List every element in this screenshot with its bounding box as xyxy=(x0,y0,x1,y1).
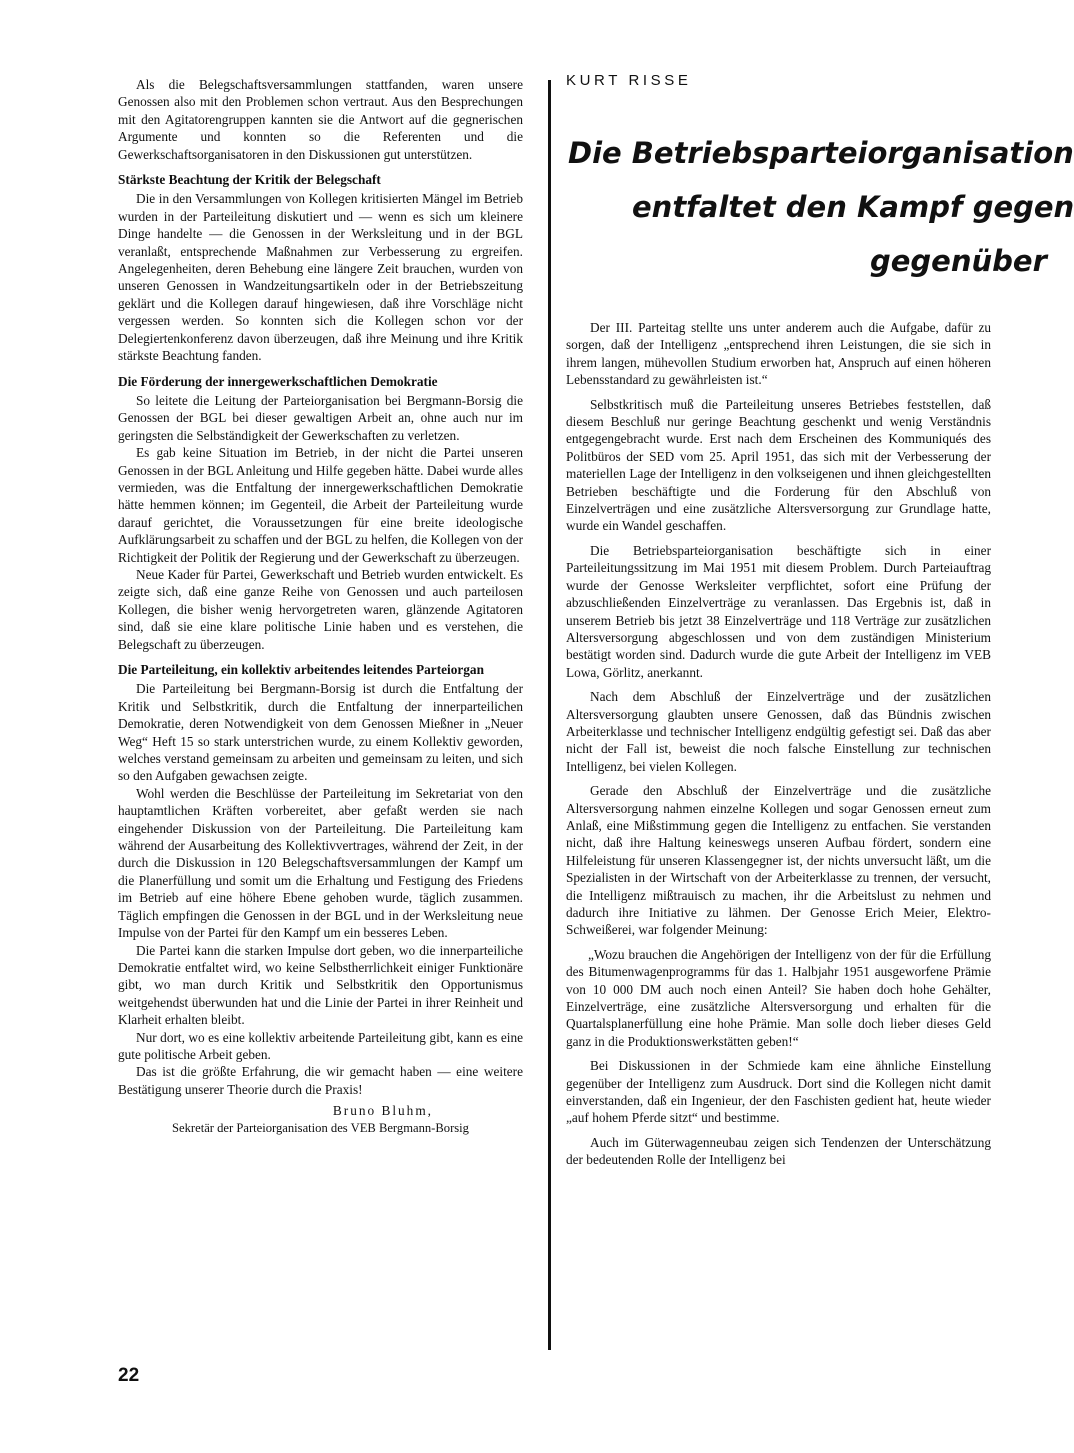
headline-line-3: gegenüber xyxy=(870,244,1047,278)
section-heading: Die Parteileitung, ein kollektiv arbeitendes leitendes Parteiorgan xyxy=(118,662,484,677)
paragraph: Nach dem Abschluß der Einzelverträge und der zusätzlichen Altersversorgung glaubten unsere Genossen, daß das Bündnis zwischen Arbeiterklasse und technischer Intelligenz endgültig gefestigt sei. Daß das aber nicht der Fall ist, beweist die noch falsche Einstellung zur technischen Intelligenz, bei vielen Kollegen. xyxy=(566,689,991,774)
paragraph: Selbstkritisch muß die Parteileitung unseres Betriebes feststellen, daß diesem Beschluß nur geringe Beachtung geschenkt und wenig Verständnis entgegengebracht wurde. Erst nach dem Erscheinen des Kommuniqués des Politbüros der SED vom 25. April 1951, das sich mit der Verbesserung der materiellen Lage der Intelligenz in den volkseigenen und ihnen gleichgestellten Betrieben beschäftigte und die Forderung für den Abschluß von Einzelverträgen und eine zusätzliche Altersversorgung zur Grundlage hatte, wurde ein Wandel geschaffen. xyxy=(566,396,991,534)
author-name: KURT RISSE xyxy=(566,72,692,89)
paragraph: Als die Belegschaftsversammlungen stattfanden, waren unsere Genossen also mit den Problemen schon vertraut. Aus den Besprechungen mit den Agitatorengruppen kannten sie die Antwort auf die gegnerischen Argumente und konnten so die Referenten und die Gewerkschaftsorganisatoren in den Diskussionen gut unterstützen. xyxy=(118,77,523,162)
section-heading: Die Förderung der innergewerkschaftlichen Demokratie xyxy=(118,373,438,389)
paragraph: Die in den Versammlungen von Kollegen kritisierten Mängel im Betrieb wurden in der Parteileitung diskutiert und — wenn es sich um kleinere Dinge handelte — die Genossen in der Werksleitung und in der BGL veranlaßt, entsprechende Maßnahmen zur Verbesserung zu ergreifen. Angelegenheiten, deren Behebung eine längere Zeit brauchen, wurden von unseren Genossen in Wandzeitungsartikeln oder in der Betriebszeitung geklärt und die Kollegen darauf hingewiesen, daß ihre Vorschläge nicht vergessen werden. So konnten sich die Kollegen schon vor der Delegiertenkonferenz davon überzeugen, daß ihre Meinung und ihre Kritik stärkste Beachtung fanden. xyxy=(118,191,523,364)
paragraph: Es gab keine Situation im Betrieb, in der nicht die Partei unseren Genossen in der BGL Anleitung und Hilfe gegeben hätte. Dabei wurde alles vermieden, was die Entfaltung der innergewerkschaftlichen Demokratie hätte hemmen können; im Gegenteil, die Arbeit der Parteileitung wurde darauf gerichtet, die Voraussetzungen für eine breite ideologische Aufklärungsarbeit zu schaffen und der BGL zu helfen, die Kollegen von der Richtigkeit der Politik der Regierung und der Gewerkschaft zu überzeugen. xyxy=(118,445,523,565)
paragraph: Wohl werden die Beschlüsse der Parteileitung im Sekretariat von den hauptamtlichen Kräften vorbereitet, aber gefaßt werden sie nach eingehender Diskussion von der Parteileitung. Die Parteileitung kam während der Ausarbeitung des Kollektivvertrages, während der Zeit, in der durch die Diskussion in 120 Belegschaftsversammlungen der Kampf um die Planerfüllung und somit um die Erhaltung und Festigung des Friedens im Betrieb auf eine höhere Ebene gehoben wurde, täglich zusammen. Täglich empfingen die Genossen in der BGL und in der Werksleitung neue Impulse von der Partei für den Kampf um ein besseres Leben. xyxy=(118,785,523,941)
paragraph: Der III. Parteitag stellte uns unter anderem auch die Aufgabe, dafür zu sorgen, daß der Intelligenz „entsprechend ihren Leistungen, die sie sich in ihrem langen, mühevollen Studium erworben hat, Anspruch auf einen höheren Lebensstandard zu gewährleisten ist.“ xyxy=(566,320,991,388)
paragraph: Auch im Güterwagenneubau zeigen sich Tendenzen der Unterschätzung der bedeutenden Rolle der Intelligenz bei xyxy=(566,1134,991,1168)
paragraph: Die Partei kann die starken Impulse dort geben, wo die innerparteiliche Demokratie entfaltet wird, wo keine Selbstherrlichkeit einiger Funktionäre gibt, wo man durch Kritik und Selbstkritik den Opportunismus weitgehendst überwunden hat und die Linie der Partei in ihrer Reinheit und Klarheit erhalten bleibt. xyxy=(118,942,523,1028)
quote-paragraph: „Wozu brauchen die Angehörigen der Intelligenz von der für die Erfüllung des Bitumenwagenprogramms für das 1. Halbjahr 1951 ausgeworfene Prämie von 10 000 DM auch noch einen Anteil? Sie haben doch hohe Gehälter, Einzelverträge, eine zusätzliche Altersversorgung und erhalten für die Quartalsplanerfüllung eine hohe Prämie. Man solle doch lieber dieses Geld ganz in die Produktionswerkstätten geben!“ xyxy=(566,946,991,1049)
section-heading: Stärkste Beachtung der Kritik der Belegschaft xyxy=(118,172,381,188)
column-divider xyxy=(548,80,551,1350)
paragraph: Bei Diskussionen in der Schmiede kam eine ähnliche Einstellung gegenüber der Intelligenz zum Ausdruck. Dort sind die Kollegen nicht damit einverstanden, daß ein Ingenieur, der den Faschisten gedient hat, heute wieder „auf hohem Pferde sitzt“ und bestimme. xyxy=(566,1058,991,1126)
headline-line-1: Die Betriebsparteiorganisation xyxy=(568,136,1074,170)
signature-name: Bruno Bluhm, xyxy=(332,1103,433,1119)
paragraph: So leitete die Leitung der Parteiorganisation bei Bergmann-Borsig die Genossen der BGL bei dieser gewaltigen Arbeit an, ohne auch nur im geringsten die Selbständigkeit der Gewerkschaften zu verletzen. xyxy=(118,392,523,443)
page-number: 22 xyxy=(118,1365,140,1386)
paragraph: Nur dort, wo es eine kollektiv arbeitende Parteileitung gibt, kann es eine gute politische Arbeit geben. xyxy=(118,1029,523,1062)
signature-role: Sekretär der Parteiorganisation des VEB Bergmann-Borsig xyxy=(172,1120,469,1135)
paragraph: Gerade den Abschluß der Einzelverträge und die zusätzliche Altersversorgung nahmen einzelne Kollegen und sogar Genossen erneut zum Anlaß, eine Mißstimmung gegen die Intelligenz zu entfachen. Sie verstanden nicht, daß ihre Haltung keineswegs unseren Aufbau fördert, sondern eine Hilfeleistung für unseren Klassengegner ist, der nichts unversucht läßt, um die Spezialisten in der Wirtschaft von der Arbeiterklasse zu trennen, der versucht, die Intelligenz mißtrauisch zu machen, ihr die Arbeitslust zu nehmen und dadurch ihre Initiative zu lähmen. Der Genosse Erich Meier, Elektro-Schweißerei, war folgender Meinung: xyxy=(566,783,991,938)
article-headline xyxy=(560,128,1074,278)
headline-line-2: entfaltet den Kampf gegen xyxy=(632,190,1074,224)
paragraph: Das ist die größte Erfahrung, die wir gemacht haben — eine weitere Bestätigung unserer Theorie durch die Praxis! xyxy=(118,1064,523,1097)
left-column xyxy=(118,76,523,1137)
paragraph: Die Parteileitung bei Bergmann-Borsig ist durch die Entfaltung der Kritik und Selbstkritik, durch die Entfaltung der innerparteilichen Demokratie, deren Notwendigkeit von dem Genossen Mießner in „Neuer Weg“ Heft 15 so stark unterstrichen wurde, zu einem Kollektiv geworden, welches verstand gemeinsam zu arbeiten und gemeinsam zu leiten, und sich so den Aufgaben gewachsen zeigte. xyxy=(118,681,523,784)
paragraph: Neue Kader für Partei, Gewerkschaft und Betrieb wurden entwickelt. Es zeigte sich, daß eine ganze Reihe von Genossen und auch parteilosen Kollegen, die bisher wenig hervorgetreten waren, glänzende Agitatoren sind, daß sie eine klare politische Linie haben und es verstehen, die Belegschaft zu überzeugen. xyxy=(118,566,523,652)
right-column xyxy=(566,319,991,1176)
paragraph: Die Betriebsparteiorganisation beschäftigte sich in einer Parteileitungssitzung im Mai 1951 mit diesem Problem. Durch Parteiauftrag wurde der Genosse Werksleiter verpflichtet, sofort eine Prüfung der abzuschließenden Einzelverträge zu veranlassen. Das Ergebnis ist, daß in unserem Betrieb bis jetzt 38 Einzelverträge und 118 Verträge zur zusätzlichen Altersversorgung abgeschlossen und von dem zuständigen Ministerium bestätigt worden sind. Dadurch wurde die gute Arbeit der Intelligenz im VEB Lowa, Görlitz, anerkannt. xyxy=(566,542,991,680)
